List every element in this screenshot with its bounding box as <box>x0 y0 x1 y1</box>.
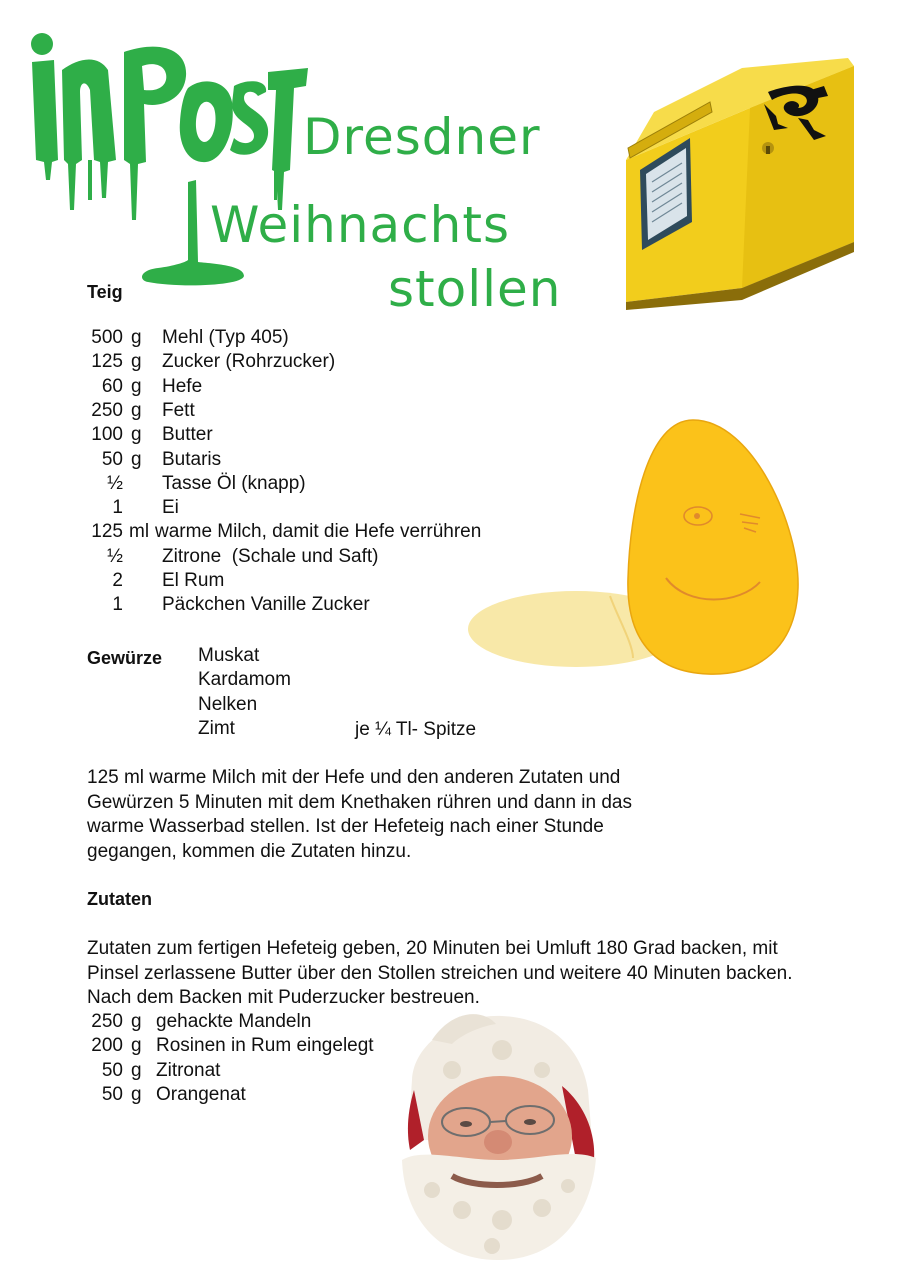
gewuerz-item: Muskat <box>198 645 260 666</box>
ingredient-name: Fett <box>162 399 195 421</box>
zutaten-ingredient-row <box>87 1011 407 1035</box>
ingredient-name: Tasse Öl (knapp) <box>162 472 306 494</box>
title-line-1: Dresdner <box>303 108 541 166</box>
ingredient-quantity: 60 <box>101 375 123 397</box>
teig-ingredient-row <box>87 351 607 375</box>
zutaten-ingredient-row <box>87 1084 407 1108</box>
ingredient-quantity: 50 <box>101 448 123 470</box>
ingredient-name: gehackte Mandeln <box>156 1011 312 1032</box>
teig-ingredient-row <box>87 327 607 351</box>
ingredient-unit: g <box>131 1035 142 1057</box>
gewuerz-item: Nelken <box>198 693 258 715</box>
ingredient-quantity: 125 <box>91 351 123 373</box>
ingredient-quantity: 2 <box>112 570 123 591</box>
ingredient-quantity: 125 <box>91 521 123 543</box>
ingredient-unit: g <box>131 351 142 373</box>
teig-heading: Teig <box>87 282 123 302</box>
ingredient-quantity: 1 <box>112 594 123 616</box>
ingredient-quantity: 1 <box>112 497 123 519</box>
ingredient-unit: g <box>131 399 142 421</box>
ingredient-name: Zitronat <box>156 1059 221 1081</box>
ingredient-quantity: 250 <box>91 1011 123 1032</box>
ingredient-name: Ei <box>162 497 179 519</box>
title-line-2: Weihnachts <box>210 196 511 254</box>
ingredient-quantity: 250 <box>91 399 123 421</box>
ingredient-quantity: 200 <box>91 1035 123 1057</box>
ingredient-name: Butter <box>162 424 213 446</box>
gewuerz-item: Zimt <box>198 717 235 739</box>
zutaten-ingredient-list <box>87 1011 407 1111</box>
ingredient-name: El Rum <box>162 570 225 591</box>
ingredient-unit: g <box>131 1083 142 1105</box>
ingredient-unit: g <box>131 375 142 397</box>
ingredient-unit: g <box>131 1011 142 1032</box>
ingredient-name: Zitrone (Schale und Saft) <box>162 545 379 567</box>
ingredient-unit: g <box>131 327 142 348</box>
teig-ingredient-row <box>87 376 607 400</box>
instructions-paragraph: 125 ml warme Milch mit der Hefe und den anderen Zutaten und Gewürzen 5 Minuten mit dem Knethaken rühren und dann in das warme Wasserbad stellen. Ist der Hefeteig nach einer Stunde gegangen, kommen die Zutaten hinzu. <box>87 767 632 862</box>
santa-face-image <box>392 1010 602 1262</box>
ingredient-name: Butaris <box>162 448 222 470</box>
ingredient-name: Mehl (Typ 405) <box>162 327 289 348</box>
gewuerze-list <box>198 645 358 745</box>
ingredient-quantity: ½ <box>107 545 123 567</box>
ingredient-quantity: 50 <box>101 1083 123 1105</box>
gewuerze-amount-note: je ¼ Tl- Spitze <box>355 719 477 740</box>
ingredient-name: Zucker (Rohrzucker) <box>162 351 336 373</box>
ingredient-quantity: 50 <box>101 1059 123 1081</box>
egg-drawing <box>468 418 808 680</box>
zutaten-ingredient-row <box>87 1035 407 1059</box>
ingredient-unit: ml <box>129 521 150 543</box>
ingredient-name: Hefe <box>162 375 203 397</box>
zutaten-ingredient-row <box>87 1060 407 1084</box>
ingredient-unit: g <box>131 424 142 446</box>
ingredient-unit: g <box>131 1059 142 1081</box>
ingredient-quantity: ½ <box>107 472 123 494</box>
gewuerze-heading: Gewürze <box>87 648 163 668</box>
ingredient-unit: g <box>131 448 142 470</box>
postbox-image <box>618 52 858 310</box>
zutaten-paragraph: Zutaten zum fertigen Hefeteig geben, 20 Minuten bei Umluft 180 Grad backen, mit Pinsel zerlassene Butter über den Stollen streichen und weitere 40 Minuten backen. Nach dem Backen mit Puderzucker bestreuen. <box>87 938 793 1008</box>
gewuerz-item: Kardamom <box>198 669 291 691</box>
zutaten-heading: Zutaten <box>87 889 152 909</box>
ingredient-quantity: 100 <box>91 424 123 446</box>
ingredient-name: warme Milch, damit die Hefe verrühren <box>155 521 482 543</box>
title-line-3: stollen <box>388 260 562 318</box>
ingredient-name: Rosinen in Rum eingelegt <box>156 1035 374 1057</box>
ingredient-name: Orangenat <box>156 1083 246 1105</box>
ingredient-quantity: 500 <box>91 327 123 348</box>
ingredient-name: Päckchen Vanille Zucker <box>162 594 370 616</box>
